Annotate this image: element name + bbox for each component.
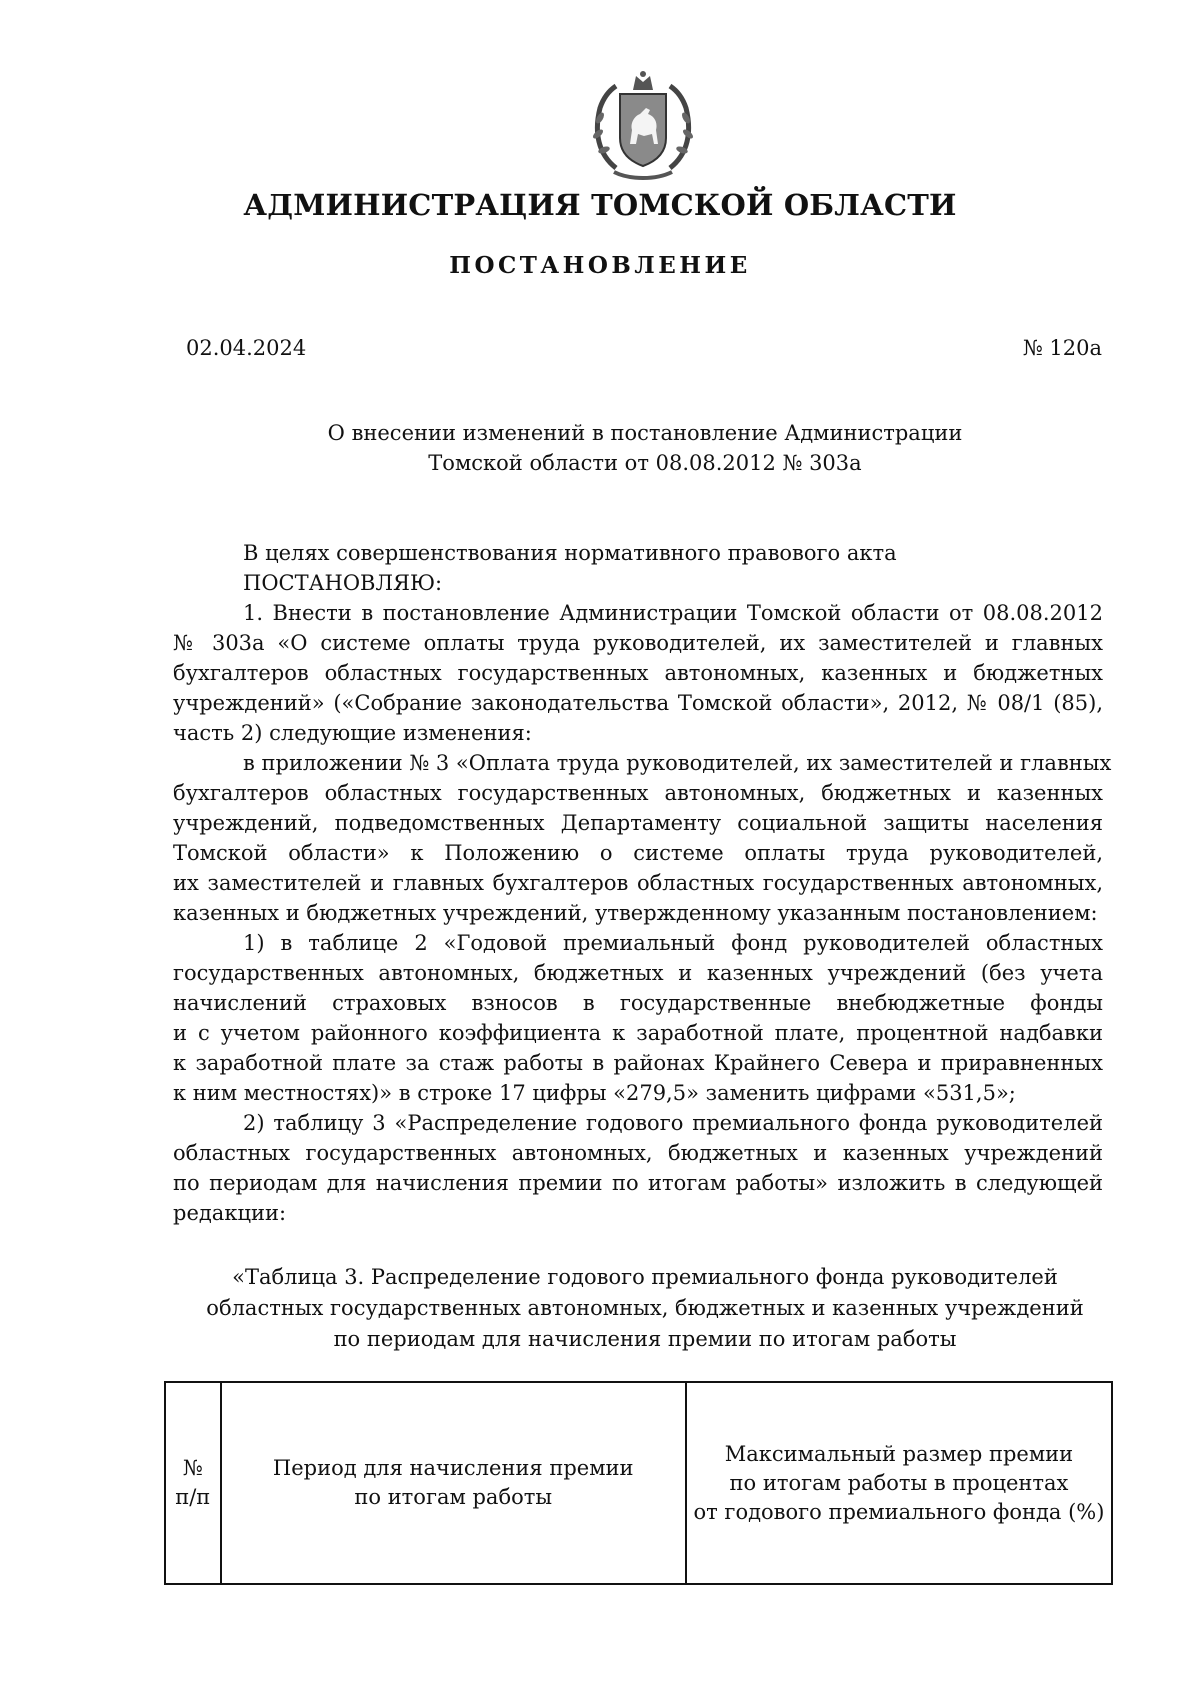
table-title-line: «Таблица 3. Распределение годового премиального фонда руководителей	[232, 1265, 1058, 1289]
text-line: бухгалтеров областных государственных автономных, бюджетных и казенных	[173, 781, 1103, 805]
subitem-1	[173, 928, 1103, 1108]
table-title-line: областных государственных автономных, бюджетных и казенных учреждений	[206, 1296, 1084, 1320]
text-line: часть 2) следующие изменения:	[173, 721, 532, 745]
text-line: учреждений, подведомственных Департаменту социальной защиты населения	[173, 811, 1103, 835]
item-1	[173, 598, 1103, 748]
text-line: редакции:	[173, 1201, 287, 1225]
subject-line: Томской области от 08.08.2012 № 303а	[428, 451, 862, 475]
text-line: Томской области» к Положению о системе оплаты труда руководителей,	[173, 841, 1103, 865]
text-line: 1) в таблице 2 «Годовой премиальный фонд руководителей областных	[243, 931, 1103, 955]
text-line: учреждений» («Собрание законодательства Томской области», 2012, № 08/1 (85),	[173, 691, 1103, 715]
text-line: 2) таблицу 3 «Распределение годового премиального фонда руководителей	[243, 1111, 1103, 1135]
document-date: 02.04.2024	[186, 336, 307, 360]
text-line: к заработной плате за стаж работы в районах Крайнего Севера и приравненных	[173, 1051, 1103, 1075]
decree-word: ПОСТАНОВЛЯЮ:	[243, 571, 443, 595]
document-body	[173, 538, 1112, 1228]
table-title-line: по периодам для начисления премии по итогам работы	[333, 1327, 957, 1351]
table-title	[0, 1262, 1200, 1355]
text-line: 1. Внести в постановление Администрации Томской области от 08.08.2012	[243, 601, 1103, 625]
item-1-appendix	[173, 748, 1112, 928]
text-line: бухгалтеров областных государственных автономных, казенных и бюджетных	[173, 661, 1103, 685]
text-line: казенных и бюджетных учреждений, утвержденному указанным постановлением:	[173, 901, 1098, 925]
text-line: № 303а «О системе оплаты труда руководителей, их заместителей и главных	[173, 631, 1103, 655]
header-cell-period: Период для начисления премии по итогам работы	[221, 1382, 686, 1584]
text-line: к ним местностях)» в строке 17 цифры «279,5» заменить цифрами «531,5»;	[173, 1081, 1016, 1105]
document-type: ПОСТАНОВЛЕНИЕ	[449, 252, 751, 279]
text-line: в приложении № 3 «Оплата труда руководителей, их заместителей и главных	[243, 751, 1112, 775]
text-line: по периодам для начисления премии по итогам работы» изложить в следующей	[173, 1171, 1103, 1195]
text-line: государственных автономных, бюджетных и казенных учреждений (без учета	[173, 961, 1103, 985]
preamble: В целях совершенствования нормативного правового акта	[243, 541, 897, 565]
coat-of-arms-emblem	[586, 68, 700, 184]
text-line: и с учетом районного коэффициента к заработной плате, процентной надбавки	[173, 1021, 1103, 1045]
header-cell-max-premium: Максимальный размер премии по итогам работы в процентах от годового премиального фонда (%)	[686, 1382, 1112, 1584]
table-header-row	[165, 1382, 1112, 1584]
document-number: № 120а	[1022, 336, 1102, 360]
header-cell-number: № п/п	[165, 1382, 221, 1584]
subitem-2	[173, 1108, 1103, 1228]
text-line: областных государственных автономных, бюджетных и казенных учреждений	[173, 1141, 1103, 1165]
organization-name: АДМИНИСТРАЦИЯ ТОМСКОЙ ОБЛАСТИ	[243, 188, 957, 222]
text-line: их заместителей и главных бухгалтеров областных государственных автономных,	[173, 871, 1103, 895]
document-subject	[0, 418, 1200, 478]
premium-distribution-table	[164, 1381, 1113, 1585]
text-line: начислений страховых взносов в государственные внебюджетные фонды	[173, 991, 1103, 1015]
subject-line: О внесении изменений в постановление Администрации	[327, 421, 963, 445]
